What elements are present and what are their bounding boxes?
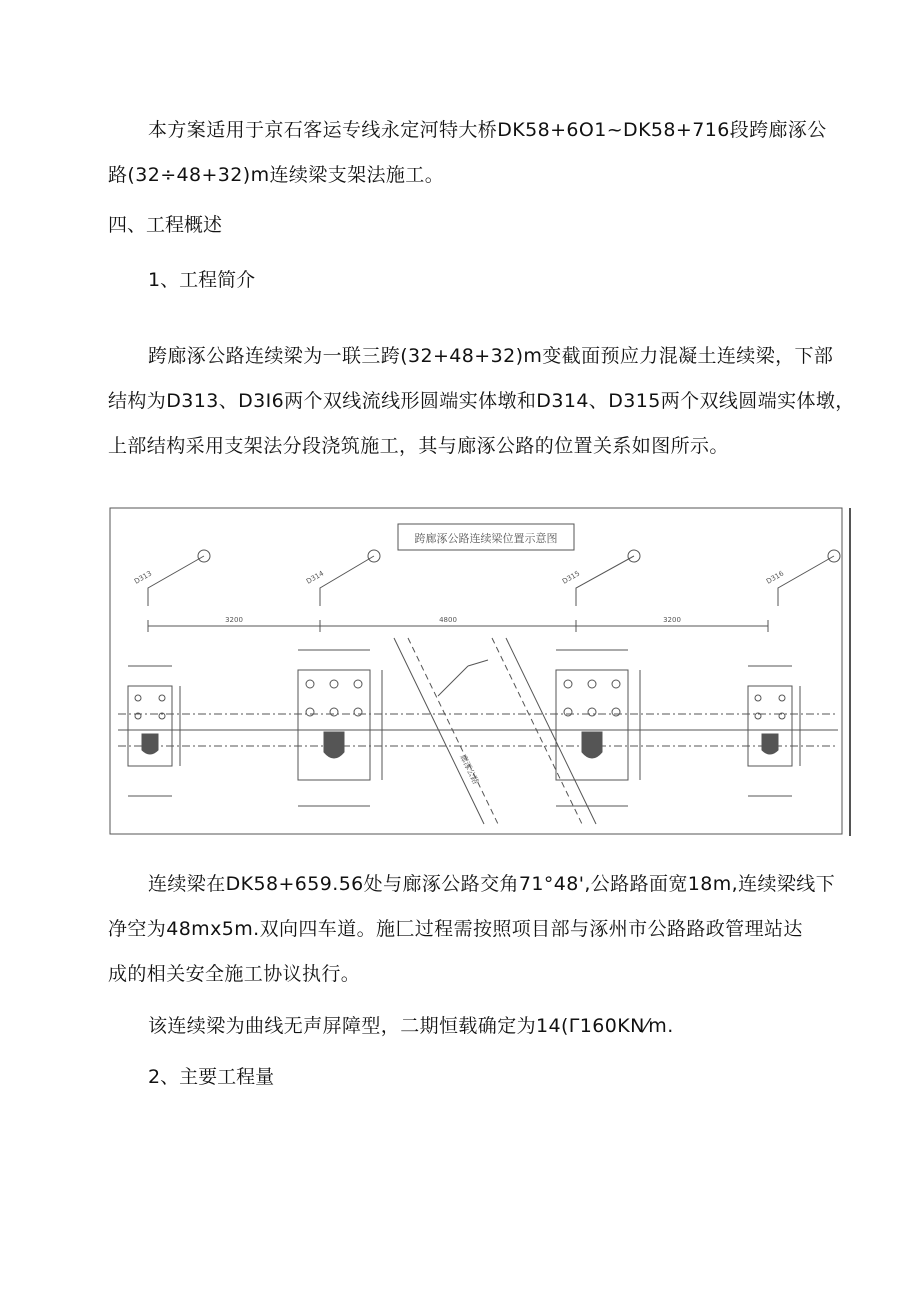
intro-paragraph <box>108 334 855 469</box>
span-label-3: 3200 <box>663 616 681 624</box>
intro-line-1: 跨廊涿公路连续梁为一联三跨(32+48+32)m变截面预应力混凝土连续梁，下部 <box>148 345 834 367</box>
pier-d316 <box>748 666 800 796</box>
crossing-line-3: 成的相关安全施工协议执行。 <box>108 963 361 985</box>
subheading-project-intro: 1、工程简介 <box>148 269 256 291</box>
diagram-title: 跨廊涿公路连续梁位置示意图 <box>414 532 558 545</box>
crossing-paragraph <box>108 862 836 997</box>
crossing-line-2: 净空为48mx5m.双向四车道。施匚过程需按照项目部与涿州市公路路政管理站达 <box>108 918 803 940</box>
load-paragraph <box>108 1004 828 1049</box>
scope-paragraph <box>108 108 828 198</box>
scope-line-1: 本方案适用于京石客运专线永定河特大桥DK58+6O1~DK58+716段跨廊涿公 <box>148 119 827 141</box>
bridge-position-diagram <box>108 506 854 838</box>
pier-label-d315: D315 <box>561 569 582 586</box>
intro-line-2: 结构为D313、D3I6两个双线流线形圆端实体墩和D314、D315两个双线圆端实体墩， <box>108 390 855 412</box>
pier-label-d313: D313 <box>133 569 154 586</box>
load-line: 该连续梁为曲线无声屏障型，二期恒载确定为14(Γ160KN⁄m. <box>148 1015 674 1037</box>
section-heading-overview: 四、工程概述 <box>108 214 223 236</box>
pier-d313 <box>128 666 180 796</box>
pier-d315 <box>556 650 640 806</box>
road-label: 廊涿公路 <box>458 752 481 786</box>
subheading-main-quantities: 2、主要工程量 <box>148 1066 275 1088</box>
diagram-frame <box>110 508 842 834</box>
span-label-2: 4800 <box>439 616 457 624</box>
pier-d314 <box>298 650 382 806</box>
pier-label-d314: D314 <box>305 569 326 586</box>
pier-label-d316: D316 <box>765 569 786 586</box>
span-label-1: 3200 <box>225 616 243 624</box>
intro-line-3: 上部结构采用支架法分段浇筑施工，其与廊涿公路的位置关系如图所示。 <box>108 435 729 457</box>
crossing-line-1: 连续梁在DK58+659.56处与廊涿公路交角71°48',公路路面宽18m,连续梁线下 <box>148 873 836 895</box>
scope-line-2: 路(32÷48+32)m连续梁支架法施工。 <box>108 164 445 186</box>
